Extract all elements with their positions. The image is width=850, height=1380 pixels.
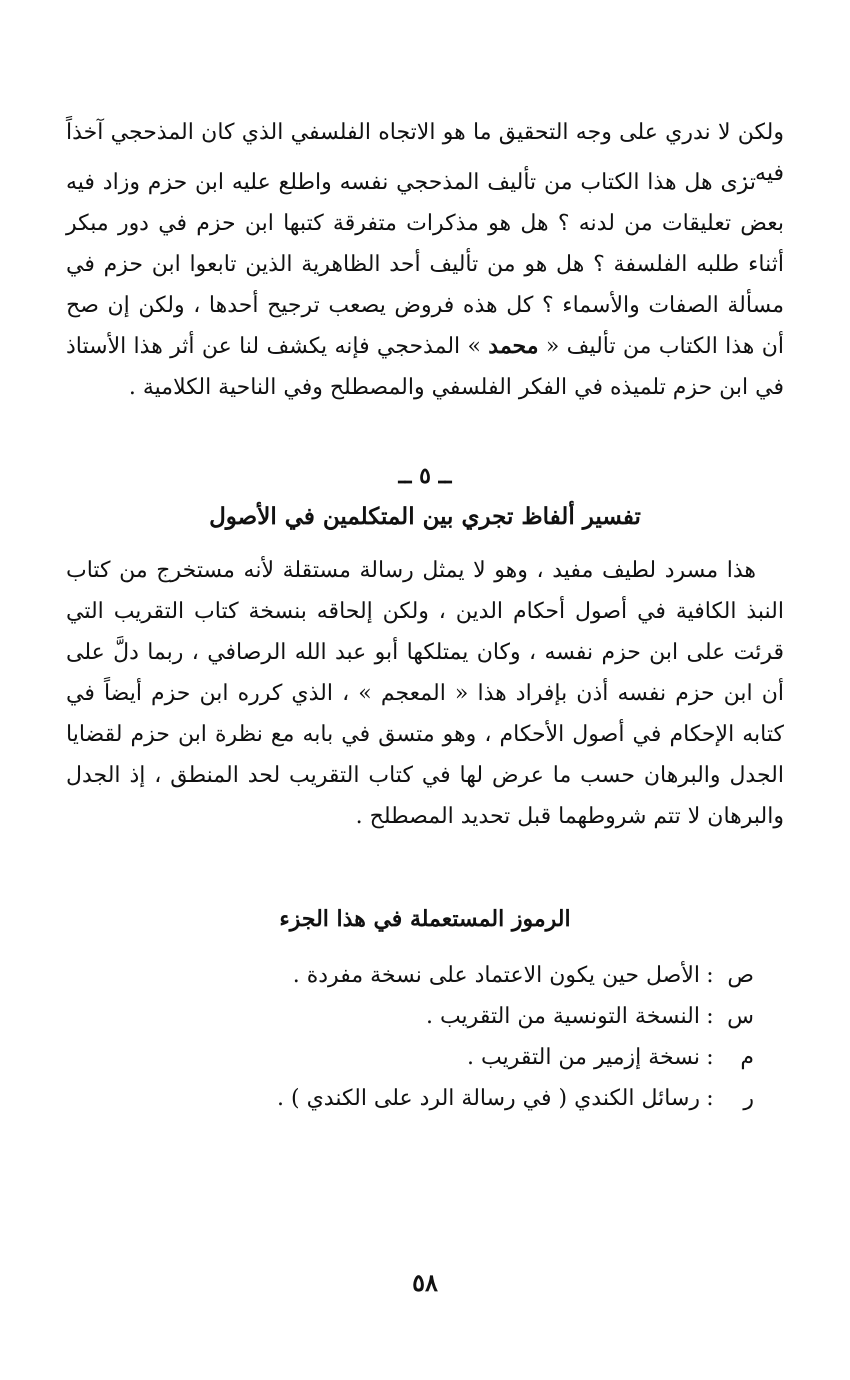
paragraph-section-body: هذا مسرد لطيف مفيد ، وهو لا يمثل رسالة مستقلة لأنه مستخرج من كتاب النبذ الكافية في أصول أحكام الدين ، ولكن إلحاقه بنسخة كتاب التقريب التي قرئت على ابن حزم نفسه ، وكان يمتلكها أبو عبد الله الرصافي ، ربما دلَّ على أن ابن حزم نفسه أذن بإفراد هذا « المعجم » ، الذي كرره ابن حزم أيضاً في كتابه الإحكام في أصول الأحكام ، وهو متسق في بابه مع نظرة ابن حزم لقضايا الجدل والبرهان حسب ما عرض لها في كتاب التقريب لحد المنطق ، إذ الجدل والبرهان لا تتم شروطهما قبل تحديد المصطلح .	[66, 558, 784, 829]
symbol-separator: :	[706, 963, 714, 988]
symbol-separator: :	[706, 1045, 714, 1070]
symbol-description: نسخة إزمير من التقريب .	[467, 1045, 700, 1070]
paragraph-intro-end: ولكن لا ندري على وجه التحقيق ما هو الاتجاه الفلسفي الذي كان المذحجي آخذاً فيه .	[66, 120, 784, 186]
symbol-item	[154, 1078, 754, 1119]
symbol-description: النسخة التونسية من التقريب .	[425, 1004, 700, 1029]
page-number: ٥٨	[412, 1268, 438, 1297]
symbols-list	[154, 955, 754, 1119]
symbol-code: ر	[743, 1086, 754, 1111]
symbol-item	[154, 955, 754, 996]
symbol-code: س	[727, 1004, 754, 1029]
bold-name: محمد	[488, 333, 539, 359]
symbol-separator: :	[706, 1086, 714, 1111]
section-title: تفسير ألفاظ تجري بين المتكلمين في الأصول	[209, 503, 641, 530]
symbol-item	[154, 996, 754, 1037]
paragraph-questions-part1: ترى هل هذا الكتاب من تأليف المذحجي نفسه واطلع عليه ابن حزم وزاد فيه بعض تعليقات من لدنه ؟ هل هو مذكرات متفرقة كتبها ابن حزم في دور مبكر أثناء طلبه الفلسفة ؟ هل هو من تأليف أحد الظاهرية الذين تابعوا ابن حزم في مسألة الصفات والأسماء ؟ كل هذه فروض يصعب ترجيح أحدها ، ولكن إن صح أن هذا الكتاب من تأليف «	[66, 170, 784, 359]
symbol-item	[154, 1037, 754, 1078]
symbol-code: م	[740, 1045, 754, 1070]
symbol-code: ص	[727, 963, 754, 988]
paragraph-questions	[66, 162, 784, 408]
section-number: ــ ٥ ــ	[398, 463, 452, 489]
paragraph-questions-part2: » المذحجي فإنه يكشف لنا عن أثر هذا الأستاذ في ابن حزم تلميذه في الفكر الفلسفي والمصطلح وفي الناحية الكلامية .	[66, 334, 784, 400]
symbol-description: الأصل حين يكون الاعتماد على نسخة مفردة .	[292, 963, 700, 988]
symbol-description: رسائل الكندي ( في رسالة الرد على الكندي ) .	[277, 1086, 700, 1111]
symbol-separator: :	[706, 1004, 714, 1029]
symbols-title: الرموز المستعملة في هذا الجزء	[279, 906, 571, 932]
